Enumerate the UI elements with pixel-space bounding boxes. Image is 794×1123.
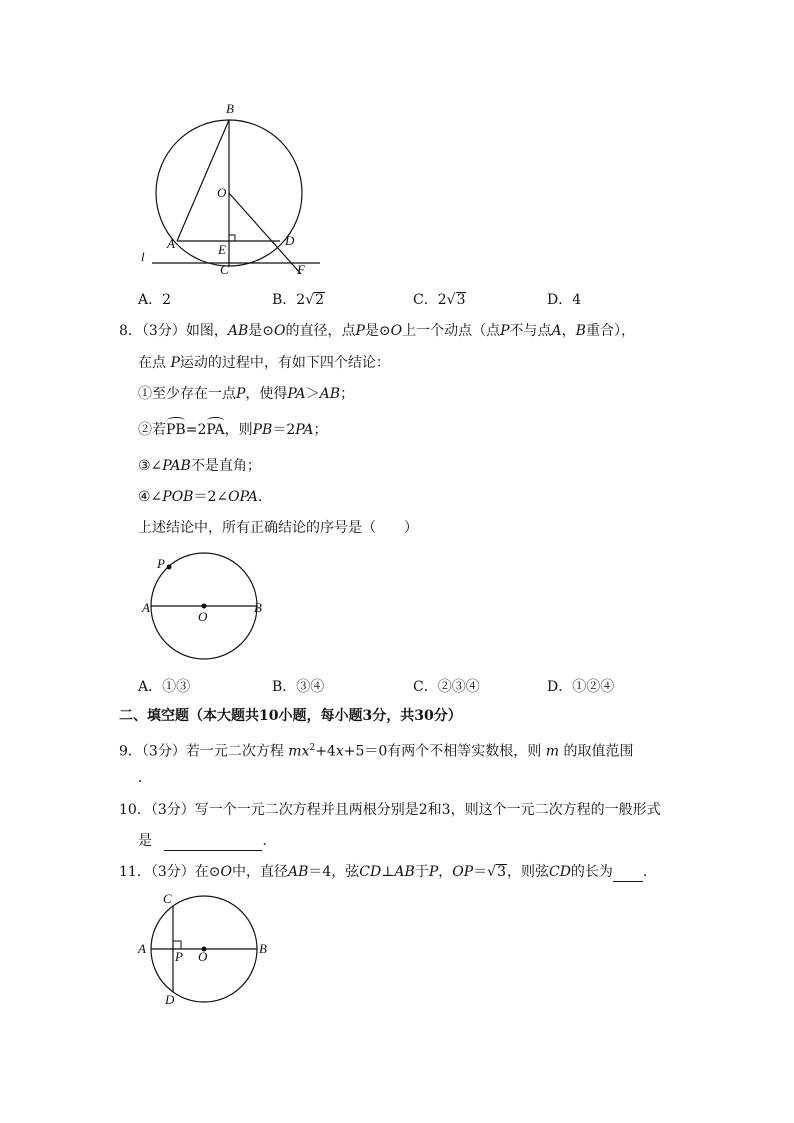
label-c: C [163, 891, 172, 906]
q8-conclusion-3: ③∠PAB不是直角； [138, 458, 261, 474]
q8-conclusion-4: ④∠POB＝2∠OPA. [138, 489, 263, 505]
label-e: E [218, 242, 226, 257]
q8-stem-line2: 在点 P运动的过程中，有如下四个结论： [138, 355, 390, 371]
q7-option-d: D．4 [547, 292, 582, 308]
q8-option-d: D．①②④ [547, 679, 615, 695]
right-angle-mark [173, 941, 181, 949]
label-d: D [165, 992, 175, 1007]
q8-option-c: C．②③④ [413, 679, 480, 695]
q8-conclusion-1: ①至少存在一点P，使得PA＞AB； [138, 386, 355, 402]
right-angle-mark [229, 235, 235, 241]
label-b: B [259, 941, 267, 956]
label-a: A [167, 236, 175, 251]
label-l: l [141, 249, 145, 264]
q8-option-b: B．③④ [272, 679, 325, 695]
q7-option-a: A．2 [138, 292, 172, 308]
point-o [202, 604, 207, 609]
label-o: O [198, 609, 208, 624]
q7-option-b: B．2√2 [272, 292, 325, 308]
q8-option-a: A．①③ [138, 679, 191, 695]
section-heading: 二、填空题（本大题共10小题，每小题3分，共30分） [119, 708, 462, 724]
label-p: P [175, 949, 183, 964]
answer-blank[interactable] [613, 863, 643, 882]
label-d: D [285, 233, 295, 248]
q8-question: 上述结论中，所有正确结论的序号是（ ） [138, 520, 418, 536]
label-f: F [297, 262, 305, 277]
q10-stem: 10．（3分）写一个一元二次方程并且两根分别是2和3，则这个一元二次方程的一般形式 [119, 802, 661, 818]
label-p: P [157, 556, 165, 571]
label-b: B [254, 600, 262, 615]
q8-conclusion-2: ②若PB=2PA，则PB＝2PA； [138, 422, 328, 438]
label-b: B [226, 101, 234, 116]
q9-end: ． [138, 770, 152, 786]
label-o: O [198, 949, 208, 964]
q7-option-c: C．2√3 [413, 292, 466, 308]
figure-q7 [130, 96, 350, 286]
q11-stem: 11．（3分）在⊙O中，直径AB＝4，弦CD⊥AB于P，OP＝√3，则弦CD的长为 ． [119, 864, 657, 880]
answer-blank[interactable] [164, 832, 262, 851]
q9-stem: 9．（3分）若一元二次方程 $mx^2+4x+5=0$有两个不相等实数根，则 m 的取值范围 [119, 743, 634, 760]
label-a: A [138, 941, 146, 956]
label-c: C [220, 262, 229, 277]
chord-ab [177, 120, 229, 241]
q10-line2: 是 ． [138, 833, 277, 849]
point-p [167, 565, 172, 570]
q8-stem-line1: 8．（3分）如图，AB是⊙O的直径，点P是⊙O上一个动点（点P不与点A，B重合）， [119, 323, 635, 339]
label-o: O [217, 185, 227, 200]
label-a: A [142, 600, 150, 615]
